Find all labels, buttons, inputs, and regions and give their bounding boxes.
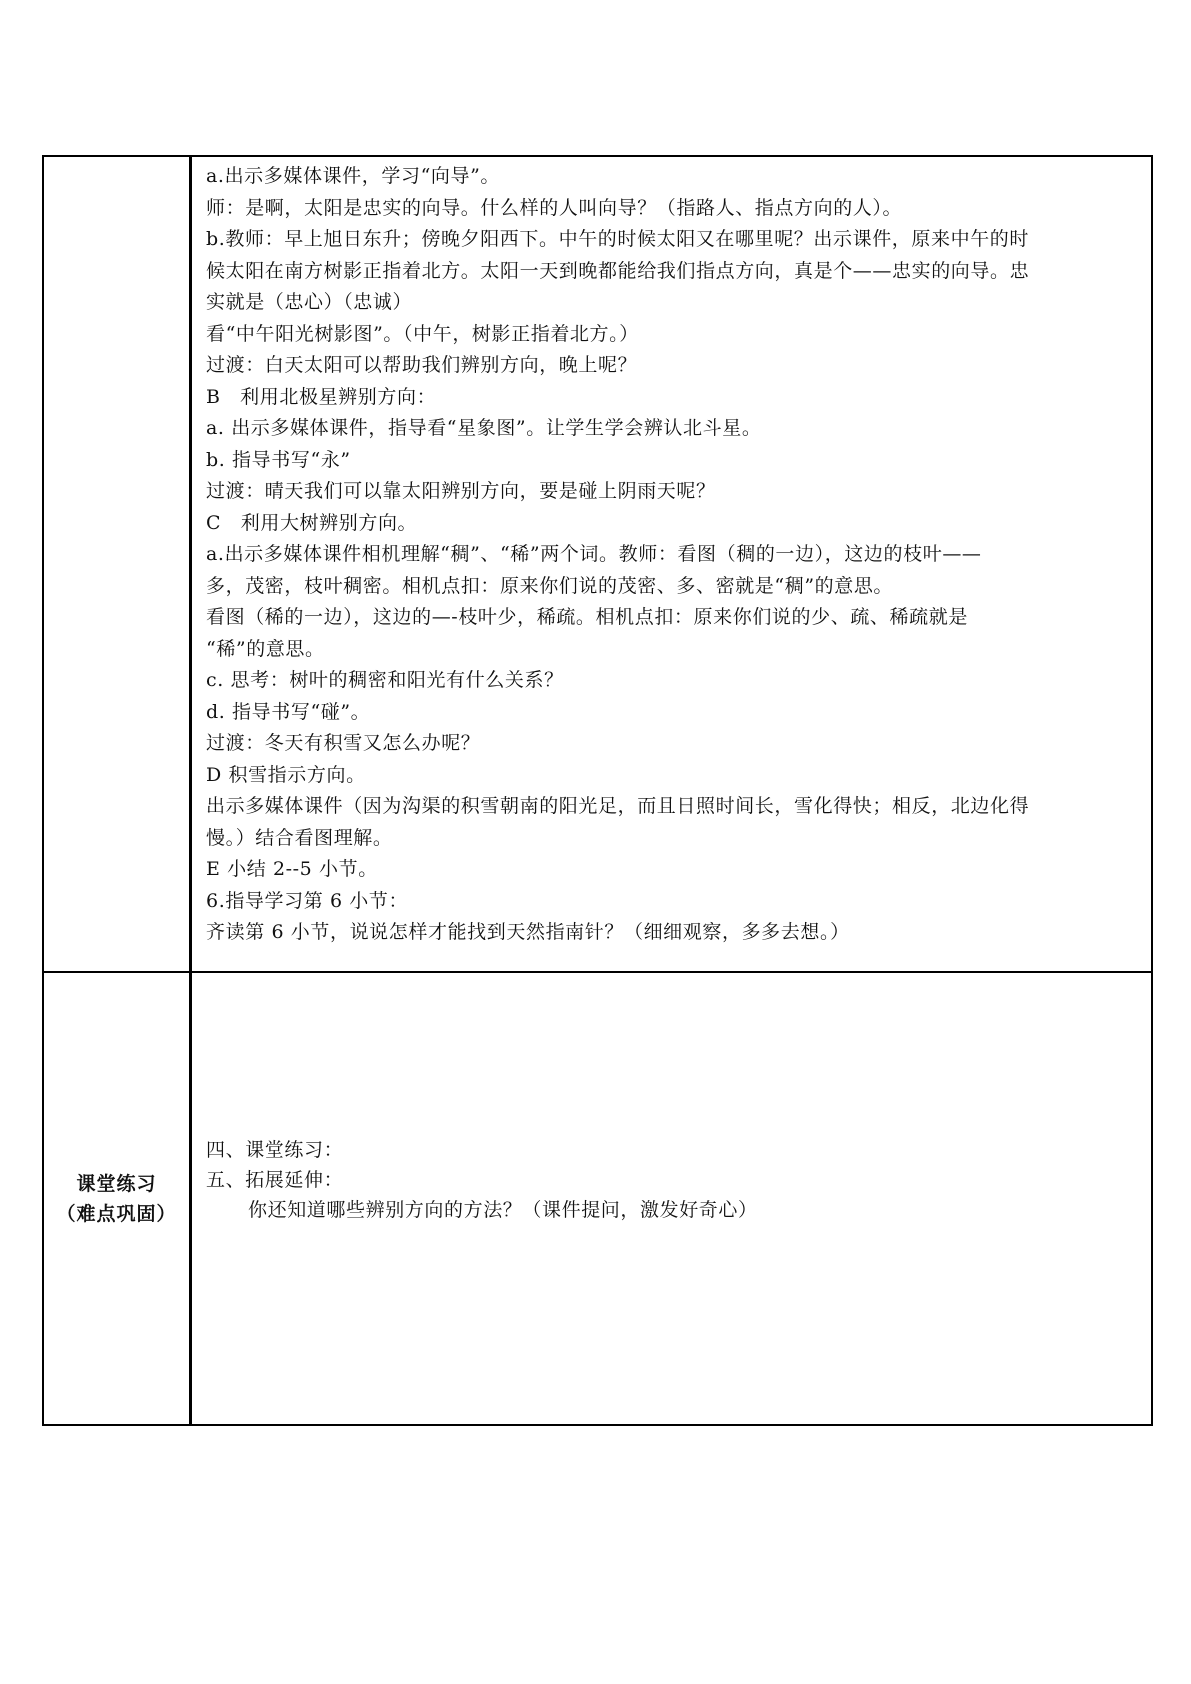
table-row-teaching-process — [44, 157, 1151, 973]
text-line: E 小结 2--5 小节。 — [206, 858, 378, 880]
row-label-title: 课堂练习 — [76, 1172, 157, 1195]
row-label-subtitle: （难点巩固） — [56, 1202, 177, 1225]
row-label-cell — [44, 973, 192, 1424]
text-line: 6.指导学习第 6 小节： — [206, 889, 409, 912]
text-line: 多，茂密，枝叶稠密。相机点扣：原来你们说的茂密、多、密就是“稠”的意思。 — [206, 574, 894, 597]
row-content-cell — [194, 157, 1151, 971]
text-line: “稀”的意思。 — [206, 637, 325, 660]
text-line: 过渡：晴天我们可以靠太阳辨别方向，要是碰上阴雨天呢？ — [206, 480, 716, 502]
text-line: 看“中午阳光树影图”。（中午，树影正指着北方。） — [206, 322, 639, 345]
row-label-cell — [44, 157, 192, 971]
text-line: b.教师：早上旭日东升；傍晚夕阳西下。中午的时候太阳又在哪里呢？出示课件，原来中午的时 — [206, 228, 1030, 250]
text-line: a.出示多媒体课件相机理解“稠”、“稀”两个词。教师：看图（稠的一边），这边的枝叶—— — [206, 543, 982, 565]
text-line: 师：是啊，太阳是忠实的向导。什么样的人叫向导？（指路人、指点方向的人）。 — [206, 196, 903, 219]
text-line: d. 指导书写“碰”。 — [206, 700, 371, 723]
table-row-classroom-practice — [44, 973, 1151, 1424]
text-line: C 利用大树辨别方向。 — [206, 511, 418, 534]
text-line: a.出示多媒体课件，学习“向导”。 — [206, 165, 500, 187]
text-line-indented: 你还知道哪些辨别方向的方法？（课件提问，激发好奇心） — [248, 1199, 758, 1221]
text-line: 慢。）结合看图理解。 — [206, 826, 393, 849]
text-line: 候太阳在南方树影正指着北方。太阳一天到晚都能给我们指点方向，真是个——忠实的向导。忠 — [206, 259, 1030, 282]
text-line: 看图（稀的一边），这边的—-枝叶少，稀疏。相机点扣：原来你们说的少、疏、稀疏就是 — [206, 606, 968, 628]
text-line: 过渡：白天太阳可以帮助我们辨别方向，晚上呢？ — [206, 354, 638, 376]
text-line: a. 出示多媒体课件，指导看“星象图”。让学生学会辨认北斗星。 — [206, 417, 762, 439]
lesson-plan-table — [42, 155, 1153, 1426]
text-line: 五、拓展延伸： — [206, 1169, 344, 1191]
row-content-cell — [194, 973, 1151, 1424]
text-line: 实就是（忠心）（忠诚） — [206, 291, 413, 313]
text-line: D 积雪指示方向。 — [206, 763, 366, 786]
text-line: 出示多媒体课件（因为沟渠的积雪朝南的阳光足，而且日照时间长，雪化得快；相反，北边化得 — [206, 795, 1030, 817]
text-line: 四、课堂练习： — [206, 1139, 344, 1161]
text-line: b. 指导书写“永” — [206, 448, 351, 471]
text-line: 过渡：冬天有积雪又怎么办呢？ — [206, 732, 481, 754]
text-line: c. 思考：树叶的稠密和阳光有什么关系？ — [206, 669, 564, 691]
text-line: B 利用北极星辨别方向： — [206, 385, 437, 408]
text-line: 齐读第 6 小节，说说怎样才能找到天然指南针？（细细观察，多多去想。） — [206, 921, 850, 943]
